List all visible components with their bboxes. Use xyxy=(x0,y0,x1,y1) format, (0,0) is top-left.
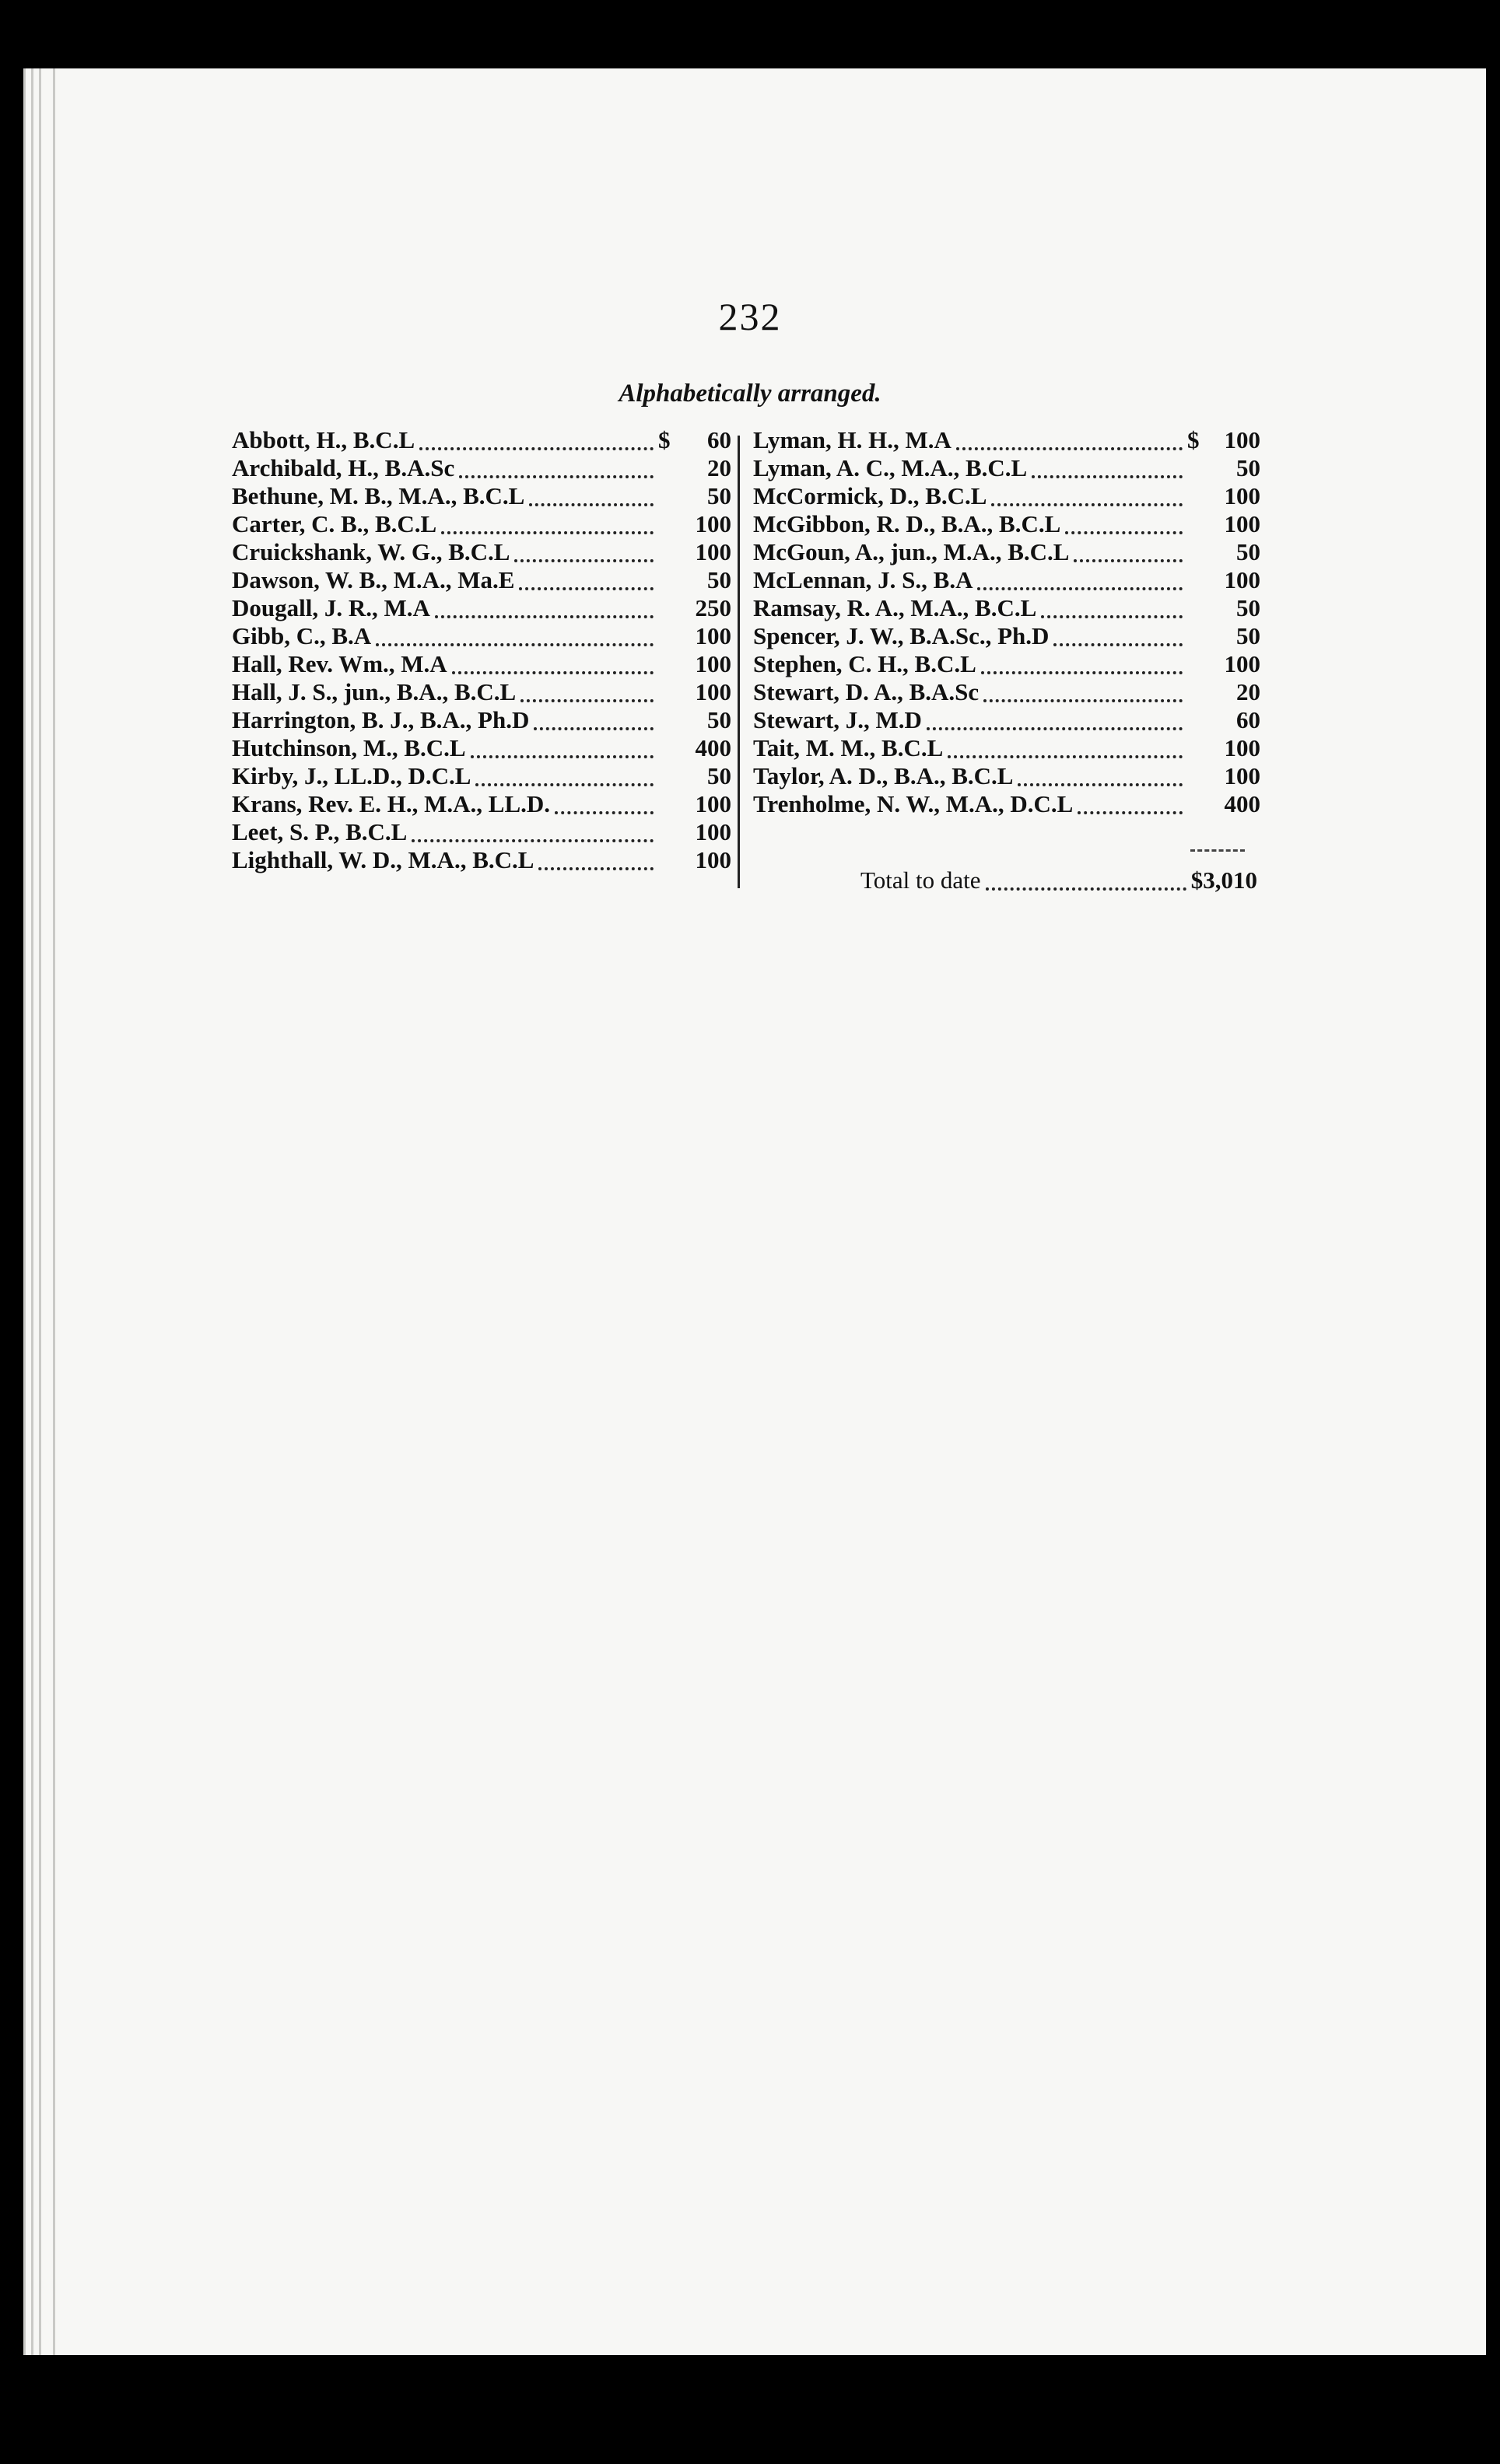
subscriber-list-left xyxy=(232,426,731,874)
subscription-amount: 100 xyxy=(695,538,731,565)
subscriber-list-right xyxy=(753,426,1260,818)
subscriber-row xyxy=(232,846,731,874)
subscriber-name: Cruickshank, W. G., B.C.L xyxy=(232,538,510,565)
total-rule xyxy=(1190,849,1245,852)
subscriber-row xyxy=(753,678,1260,706)
column-divider xyxy=(738,436,740,888)
dot-leader xyxy=(534,719,654,730)
subscriber-name: Stephen, C. H., B.C.L xyxy=(753,650,976,677)
dot-leader xyxy=(529,495,654,506)
subscription-amount: 100 xyxy=(695,846,731,873)
dot-leader xyxy=(471,747,654,758)
subscriber-name: Stewart, J., M.D xyxy=(753,706,922,733)
subscription-amount: 50 xyxy=(707,566,731,593)
subscriber-row xyxy=(232,510,731,538)
subscriber-name: Hall, Rev. Wm., M.A xyxy=(232,650,447,677)
dot-leader xyxy=(991,495,1183,506)
subscriber-name: Tait, M. M., B.C.L xyxy=(753,734,944,761)
dot-leader xyxy=(514,551,654,562)
subscriber-name: Carter, C. B., B.C.L xyxy=(232,510,437,537)
subscriber-row xyxy=(232,706,731,734)
subscriber-name: Ramsay, R. A., M.A., B.C.L xyxy=(753,594,1037,621)
subscriber-row xyxy=(753,622,1260,650)
dot-leader xyxy=(1018,775,1183,786)
subscriber-name: Lighthall, W. D., M.A., B.C.L xyxy=(232,846,534,873)
subscription-amount: 50 xyxy=(1236,538,1260,565)
dot-leader xyxy=(452,663,654,674)
subscription-amount: 60 xyxy=(707,426,731,453)
subscriber-row xyxy=(753,762,1260,790)
subscriber-name: Archibald, H., B.A.Sc xyxy=(232,454,455,481)
subscriber-row xyxy=(232,650,731,678)
dot-leader xyxy=(520,691,654,702)
subscriber-name: Bethune, M. B., M.A., B.C.L xyxy=(232,482,525,509)
subscriber-name: Kirby, J., LL.D., D.C.L xyxy=(232,762,471,789)
page-edge xyxy=(39,68,41,2355)
subscription-amount: 100 xyxy=(1224,482,1260,509)
subscription-amount: 100 xyxy=(695,510,731,537)
dot-leader xyxy=(441,523,654,534)
subscriber-row xyxy=(232,818,731,846)
subscription-amount: 100 xyxy=(1224,762,1260,789)
subscriber-row xyxy=(232,426,731,454)
page-number: 232 xyxy=(718,295,782,338)
subscription-amount: 100 xyxy=(695,622,731,649)
subscriber-name: Lyman, H. H., M.A xyxy=(753,426,952,453)
subscription-amount: 50 xyxy=(1236,454,1260,481)
subscription-amount: 100 xyxy=(1224,734,1260,761)
subscription-amount: 50 xyxy=(1236,622,1260,649)
document-page xyxy=(23,68,1486,2355)
subscriber-row xyxy=(232,454,731,482)
subscriber-row xyxy=(753,482,1260,510)
page-edge xyxy=(23,68,26,2355)
dot-leader xyxy=(419,439,654,450)
subscriber-name: McCormick, D., B.C.L xyxy=(753,482,987,509)
page-edge xyxy=(31,68,33,2355)
subscription-amount: 100 xyxy=(1224,426,1260,453)
subscriber-name: McLennan, J. S., B.A xyxy=(753,566,973,593)
subscriber-row xyxy=(232,734,731,762)
subscriber-name: Dougall, J. R., M.A xyxy=(232,594,430,621)
subscriber-row xyxy=(232,566,731,594)
dot-leader xyxy=(519,579,654,590)
subscriber-row xyxy=(232,622,731,650)
subscriber-name: Spencer, J. W., B.A.Sc., Ph.D xyxy=(753,622,1050,649)
subscriber-row xyxy=(232,678,731,706)
subscription-amount: 100 xyxy=(1224,510,1260,537)
subscriber-name: Abbott, H., B.C.L xyxy=(232,426,415,453)
subscription-amount: 60 xyxy=(1236,706,1260,733)
subscriber-name: McGoun, A., jun., M.A., B.C.L xyxy=(753,538,1070,565)
subscriber-name: Lyman, A. C., M.A., B.C.L xyxy=(753,454,1028,481)
dot-leader xyxy=(1065,523,1183,534)
subscriber-name: McGibbon, R. D., B.A., B.C.L xyxy=(753,510,1061,537)
total-amount: $3,010 xyxy=(1190,866,1257,894)
subscriber-row xyxy=(753,426,1260,454)
subscription-amount: 100 xyxy=(1224,566,1260,593)
subscription-amount: 50 xyxy=(1236,594,1260,621)
subscription-amount: 100 xyxy=(1224,650,1260,677)
dot-leader xyxy=(1032,467,1183,478)
subscriber-row xyxy=(232,482,731,510)
dot-leader xyxy=(555,803,654,814)
subscription-amount: 20 xyxy=(1236,678,1260,705)
subscription-amount: 50 xyxy=(707,482,731,509)
subscriber-name: Dawson, W. B., M.A., Ma.E xyxy=(232,566,515,593)
subscriber-row xyxy=(753,650,1260,678)
dot-leader xyxy=(376,635,654,646)
subscriber-name: Trenholme, N. W., M.A., D.C.L xyxy=(753,790,1074,817)
subscriber-row xyxy=(753,706,1260,734)
subscription-amount: 50 xyxy=(707,706,731,733)
subscription-amount: 250 xyxy=(695,594,731,621)
page-edge xyxy=(53,68,55,2355)
subscriber-name: Gibb, C., B.A xyxy=(232,622,372,649)
dot-leader xyxy=(948,747,1183,758)
dot-leader xyxy=(1053,635,1183,646)
dot-leader xyxy=(538,859,654,870)
subscriber-name: Leet, S. P., B.C.L xyxy=(232,818,408,845)
subscriber-row xyxy=(232,790,731,818)
subscriber-name: Stewart, D. A., B.A.Sc xyxy=(753,678,980,705)
subscriber-row xyxy=(232,538,731,566)
subscription-amount: 400 xyxy=(695,734,731,761)
dot-leader xyxy=(981,663,1183,674)
dot-leader xyxy=(459,467,654,478)
dot-leader xyxy=(1078,803,1183,814)
subscriber-row xyxy=(232,762,731,790)
currency-symbol: $ xyxy=(1187,426,1200,453)
total-row xyxy=(860,866,1257,894)
subscriber-row xyxy=(753,734,1260,762)
subscription-amount: 20 xyxy=(707,454,731,481)
subscriber-name: Hutchinson, M., B.C.L xyxy=(232,734,466,761)
subscriber-row xyxy=(753,454,1260,482)
subscriber-name: Hall, J. S., jun., B.A., B.C.L xyxy=(232,678,517,705)
dot-leader xyxy=(1041,607,1183,618)
dot-leader xyxy=(956,439,1183,450)
subscriber-row xyxy=(753,790,1260,818)
subscriber-row xyxy=(753,594,1260,622)
page-subtitle: Alphabetically arranged. xyxy=(619,380,881,408)
subscriber-row xyxy=(232,594,731,622)
dot-leader xyxy=(1074,551,1183,562)
subscription-amount: 100 xyxy=(695,678,731,705)
subscription-amount: 50 xyxy=(707,762,731,789)
dot-leader xyxy=(435,607,654,618)
dot-leader xyxy=(986,880,1186,891)
subscriber-name: Taylor, A. D., B.A., B.C.L xyxy=(753,762,1014,789)
dot-leader xyxy=(977,579,1183,590)
subscriber-name: Krans, Rev. E. H., M.A., LL.D. xyxy=(232,790,551,817)
subscriber-name: Harrington, B. J., B.A., Ph.D xyxy=(232,706,530,733)
subscription-amount: 100 xyxy=(695,790,731,817)
subscriber-row xyxy=(753,510,1260,538)
dot-leader xyxy=(475,775,654,786)
subscription-amount: 100 xyxy=(695,650,731,677)
currency-symbol: $ xyxy=(658,426,671,453)
dot-leader xyxy=(983,691,1183,702)
dot-leader xyxy=(927,719,1183,730)
subscription-amount: 400 xyxy=(1224,790,1260,817)
subscription-amount: 100 xyxy=(695,818,731,845)
dot-leader xyxy=(412,831,654,842)
subscriber-row xyxy=(753,566,1260,594)
total-label: Total to date xyxy=(860,866,981,894)
subscriber-row xyxy=(753,538,1260,566)
